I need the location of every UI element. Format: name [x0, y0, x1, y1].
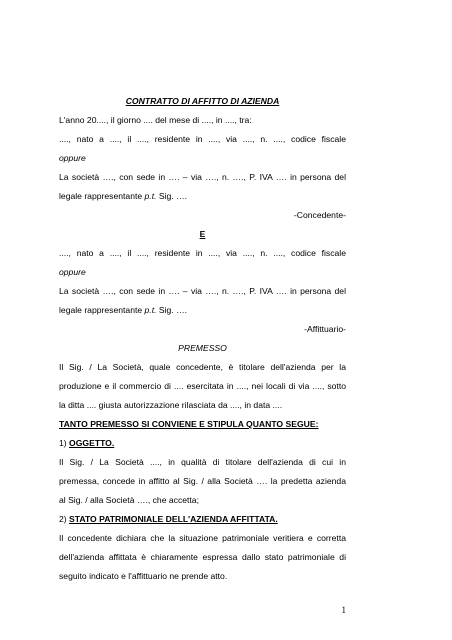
party1-representative-name: Sig. …. — [156, 191, 188, 201]
premesso-line-3: la ditta .... giusta autorizzazione rilasciata da ...., in data .... — [59, 400, 283, 410]
section1-line-2: premessa, concede in affitto al Sig. / alla Società …. la predetta azienda — [59, 476, 346, 486]
party1-person-line: ...., nato a ...., il ...., residente in ...., via ...., n. ...., codice fiscale — [59, 134, 346, 144]
tanto-premesso-heading: TANTO PREMESSO SI CONVIENE E STIPULA QUANTO SEGUE: — [59, 419, 319, 429]
party1-representative-text: legale rappresentante — [59, 191, 145, 201]
party2-role-label: -Affittuario- — [304, 324, 346, 334]
section1-number: 1) — [59, 438, 70, 448]
party1-oppure: oppure — [59, 153, 86, 163]
section1-heading — [59, 438, 346, 449]
premesso-line-2: produzione e il commercio di .... esercitata in ...., nei locali di via ...., sotto — [59, 381, 346, 391]
section1-title: OGGETTO. — [69, 438, 115, 448]
section2-line-1: Il concedente dichiara che la situazione patrimoniale veritiera e corretta — [59, 533, 346, 543]
section1-line-3: al Sig. / alla Società …., che accetta; — [59, 495, 199, 505]
party1-representative-line — [59, 191, 346, 202]
party2-person-line: ...., nato a ...., il ...., residente in ...., via ...., n. ...., codice fiscale — [59, 248, 346, 258]
section1-line-1: Il Sig. / La Società ...., in qualità di titolare dell'azienda di cui in — [59, 457, 346, 467]
party2-representative-text: legale rappresentante — [59, 305, 145, 315]
party1-company-line: La società …., con sede in …. – via …., n. …., P. IVA …. in persona del — [59, 172, 346, 182]
section2-line-3: seguito indicato e l'affittuario ne prende atto. — [59, 571, 228, 581]
document-title: CONTRATTO DI AFFITTO DI AZIENDA — [125, 96, 280, 106]
conjunction-label: E — [199, 229, 206, 239]
section2-heading — [59, 514, 346, 525]
section2-line-2: dell'azienda affittata è chiaramente espressa dallo stato patrimoniale di — [59, 552, 346, 562]
party2-company-line: La società …., con sede in …. – via …., n. …., P. IVA …. in persona del — [59, 286, 346, 296]
party2-representative-line — [59, 305, 346, 316]
party2-pt-abbrev: p.t. — [144, 305, 157, 315]
section2-number: 2) — [59, 514, 70, 524]
page-number: 1 — [341, 605, 346, 615]
party2-oppure: oppure — [59, 267, 86, 277]
premesso-heading: PREMESSO — [178, 343, 227, 353]
party1-pt-abbrev: p.t. — [144, 191, 157, 201]
section2-title: STATO PATRIMONIALE DELL'AZIENDA AFFITTATA. — [69, 514, 278, 524]
party2-representative-name: Sig. …. — [156, 305, 188, 315]
intro-line: L'anno 20...., il giorno .... del mese di ...., in ...., tra: — [59, 115, 252, 125]
premesso-line-1: Il Sig. / La Società, quale concedente, è titolare dell'azienda per la — [59, 362, 346, 372]
party1-role-label: -Concedente- — [293, 210, 346, 220]
